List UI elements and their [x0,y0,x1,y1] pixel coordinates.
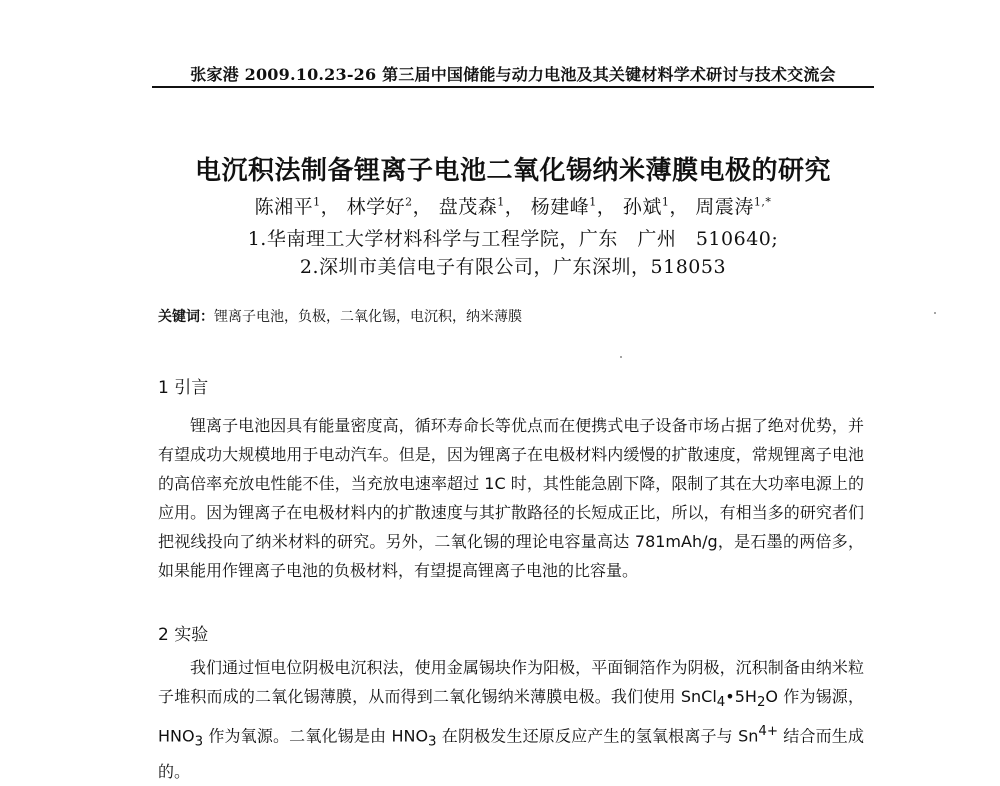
text-run: O 作为锡源，HNO [158,687,864,746]
text-run: 结合而生成的。 [158,726,864,781]
text-run: 在阴极发生还原反应产生的氢氧根离子与 Sn [436,726,759,746]
subscript: 4 [716,695,726,711]
author-affil-mark: 1 [313,195,321,209]
scan-speck [620,356,622,358]
author-affil-mark: 2 [405,195,413,209]
author-affil-mark: 1 [661,195,670,209]
author-name: 周震涛 [695,196,754,218]
author-name: 陈湘平 [254,196,314,218]
section-heading-experiment: 2 实验 [158,625,209,645]
author-affil-mark: 1,* [753,195,772,209]
author-affil-mark: 1 [589,195,597,209]
paragraph-text [158,653,864,786]
author-name: 盘茂森 [438,196,498,218]
author-name: 林学好 [346,196,406,218]
text-run: 我们通过恒电位阴极电沉积法，使用金属锡块作为阳极，平面铜箔作为阴极，沉积制备由纳米粒子堆积而成的二氧化锡薄膜，从而得到二氧化锡纳米薄膜电极。我们使用 SnCl [158,658,864,706]
introduction-paragraph [158,411,864,585]
scan-speck [934,312,936,314]
conference-header: 张家港 2009.10.23-26 第三届中国储能与动力电池及其关键材料学术研讨与技术交流会 [190,65,836,84]
paper-title: 电沉积法制备锂离子电池二氧化锡纳米薄膜电极的研究 [194,156,831,186]
text-run: 作为氧源。二氧化锡是由 HNO [203,726,429,746]
keywords-label: 关键词： [158,309,214,325]
text-run: •5H [725,687,757,706]
section-heading-introduction: 1 引言 [158,378,209,398]
author-affil-mark: 1 [497,195,505,209]
header-rule [152,86,874,88]
keywords-line [158,306,522,326]
affiliation-1: 1.华南理工大学材料科学与工程学院，广东 广州 510640; [247,228,779,250]
author-name: 杨建峰 [530,196,590,218]
affiliation-2: 2.深圳市美信电子有限公司，广东深圳，518053 [299,256,727,278]
keywords-text: 锂离子电池，负极，二氧化锡，电沉积，纳米薄膜 [214,309,522,325]
author-list: 陈湘平$^1$， 林学好$^2$， 盘茂森$^1$， 杨建峰$^1$， 孙斌$^1$， 周震涛$^{1,*}$ [254,195,772,218]
superscript: 4+ [758,724,779,740]
subscript: 2 [756,695,766,711]
paragraph-text: 锂离子电池因具有能量密度高，循环寿命长等优点而在便携式电子设备市场占据了绝对优势，并有望成功大规模地用于电动汽车。但是，因为锂离子在电极材料内缓慢的扩散速度，常规锂离子电池的高倍率充放电性能不佳，当充放电速率超过 1C 时，其性能急剧下降，限制了其在大功率电源上的应用。因为锂离子在电极材料内的扩散速度与其扩散路径的长短成正比，所以，有相当多的研究者们把视线投向了纳米材料的研究。另外，二氧化锡的理论电容量高达 781mAh/g，是石墨的两倍多，如果能用作锂离子电池的负极材料，有望提高锂离子电池的比容量。 [158,416,864,580]
author-name: 孙斌 [622,196,662,218]
subscript: 3 [194,734,204,750]
subscript: 3 [428,734,437,750]
experiment-paragraph [158,653,864,786]
